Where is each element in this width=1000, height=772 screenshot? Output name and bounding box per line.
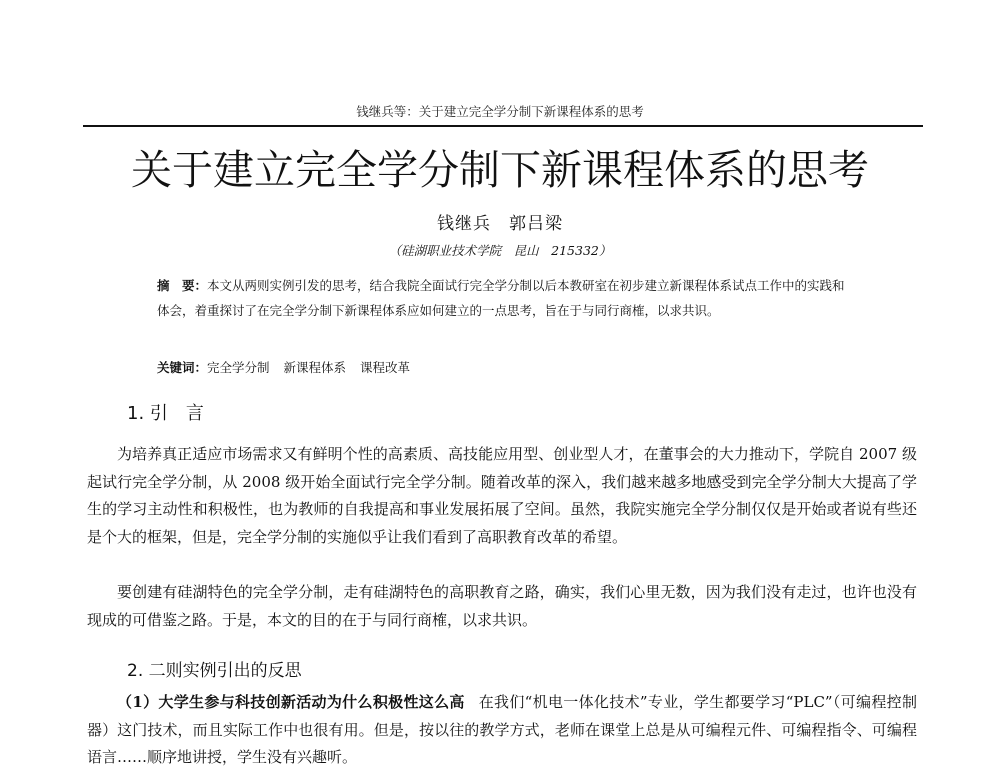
body-paragraph: 为培养真正适应市场需求又有鲜明个性的高素质、高技能应用型、创业型人才，在董事会的大力推动下，学院自 2007 级起试行完全学分制，从 2008 级开始全面试行完全学分制。随着改革的深入，我们越来越多地感受到完全学分制大大提高了学生的学习主动性和积极性，也为教师的自我提高和事业发展拓展了空间。虽然，我院实施完全学分制仅仅是开始或者说有些还是个大的框架，但是，完全学分制的实施似乎让我们看到了高职教育改革的希望。 (87, 445, 917, 546)
case-text: 在我们“机电一体化技术”专业，学生都要学习“PLC”（可编程控制器）这门技术，而且实际工作中也很有用。但是，按以往的教学方式，老师在课堂上总是从可编程元件、可编程指令、可编程语言……顺序地讲授，学生没有兴趣听。 (87, 693, 917, 766)
section-heading-introduction: 1. 引 言 (127, 403, 204, 424)
keywords-label: 关键词： (157, 360, 208, 375)
section-heading-cases: 2. 二则实例引出的反思 (127, 661, 302, 681)
keywords (157, 357, 857, 379)
keyword-item: 完全学分制 (207, 360, 270, 375)
abstract-text: 本文从两则实例引发的思考，结合我院全面试行完全学分制以后本教研室在初步建立新课程体系试点工作中的实践和体会，着重探讨了在完全学分制下新课程体系应如何建立的一点思考，旨在于与同行商榷，以求共识。 (157, 278, 845, 318)
running-header: 钱继兵等：关于建立完全学分制下新课程体系的思考 (356, 104, 644, 119)
body-paragraph: 要创建有硅湖特色的完全学分制，走有硅湖特色的高职教育之路，确实，我们心里无数，因为我们没有走过，也许也没有现成的可借鉴之路。于是，本文的目的在于与同行商榷，以求共识。 (87, 583, 917, 629)
authors: 钱继兵 郭吕梁 (437, 214, 563, 234)
paper-title: 关于建立完全学分制下新课程体系的思考 (131, 146, 869, 194)
affiliation: （硅湖职业技术学院 昆山 215332） (388, 243, 612, 258)
header-rule (83, 125, 923, 127)
keyword-item: 新课程体系 (283, 360, 347, 375)
abstract (157, 273, 857, 323)
keyword-item: 课程改革 (360, 360, 411, 375)
body-paragraph (87, 689, 917, 772)
case-runin-heading: （1）大学生参与科技创新活动为什么积极性这么高 (117, 693, 465, 711)
abstract-label: 摘 要： (157, 278, 208, 293)
